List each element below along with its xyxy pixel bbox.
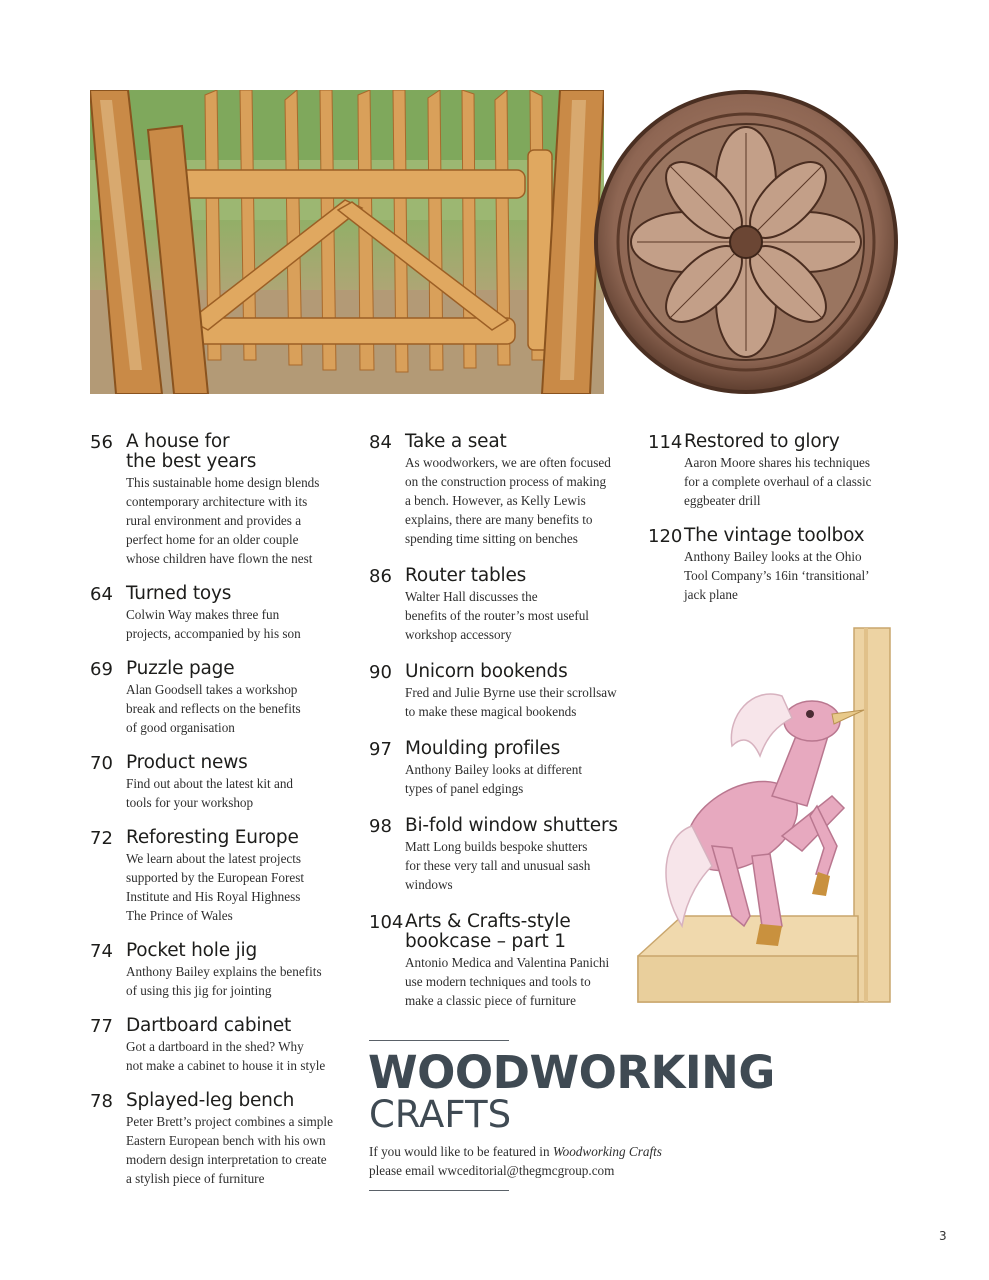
article-description: Find out about the latest kit and tools for your workshop bbox=[126, 776, 294, 810]
unicorn-bookend-photo bbox=[632, 626, 896, 1006]
article-description: Matt Long builds bespoke shutters for these very tall and unusual sash windows bbox=[405, 839, 591, 892]
page-number-ref: 84 bbox=[369, 432, 392, 453]
contents-entry[interactable] bbox=[90, 432, 350, 568]
article-description: Fred and Julie Byrne use their scrollsaw to make these magical bookends bbox=[405, 685, 617, 719]
masthead-subtitle: CRAFTS bbox=[369, 1093, 512, 1136]
masthead-rule-bottom bbox=[369, 1190, 509, 1191]
contents-entry[interactable] bbox=[90, 1091, 350, 1188]
contents-column-3 bbox=[648, 432, 898, 620]
contents-column-2 bbox=[369, 432, 631, 1028]
article-description: Aaron Moore shares his techniques for a complete overhaul of a classic eggbeater drill bbox=[684, 455, 872, 508]
contact-email[interactable]: please email wwceditorial@thegmcgroup.com bbox=[369, 1163, 615, 1178]
page-number-ref: 74 bbox=[90, 941, 113, 962]
article-title: Router tables bbox=[405, 565, 527, 586]
contents-entry[interactable] bbox=[369, 912, 631, 1010]
masthead-title: WOODWORKING bbox=[368, 1046, 775, 1099]
page-number-ref: 98 bbox=[369, 816, 392, 837]
contents-entry[interactable] bbox=[90, 941, 350, 1000]
page-number-ref: 78 bbox=[90, 1091, 113, 1112]
article-title: Puzzle page bbox=[126, 658, 235, 679]
page-number-ref: 77 bbox=[90, 1016, 113, 1037]
article-title: Unicorn bookends bbox=[405, 661, 568, 682]
article-title: Turned toys bbox=[126, 583, 232, 604]
page-number-ref: 70 bbox=[90, 753, 113, 774]
article-description: This sustainable home design blends contemporary architecture with its rural environment and provides a perfect home for an older couple whose children have flown the nest bbox=[126, 475, 320, 566]
contents-entry[interactable] bbox=[648, 526, 898, 604]
contents-entry[interactable] bbox=[90, 828, 350, 925]
article-title: A house for the best years bbox=[126, 431, 257, 472]
contents-entry[interactable] bbox=[648, 432, 898, 510]
page-number-ref: 114 bbox=[648, 432, 683, 453]
article-title: Arts & Crafts-style bookcase – part 1 bbox=[405, 911, 571, 952]
contents-entry[interactable] bbox=[90, 1016, 350, 1075]
article-description: Anthony Bailey explains the benefits of using this jig for jointing bbox=[126, 964, 322, 998]
article-title: Moulding profiles bbox=[405, 738, 561, 759]
article-title: Splayed-leg bench bbox=[126, 1090, 295, 1111]
article-title: Bi-fold window shutters bbox=[405, 815, 618, 836]
article-description: Alan Goodsell takes a workshop break and reflects on the benefits of good organisation bbox=[126, 682, 301, 735]
page-number-ref: 97 bbox=[369, 739, 392, 760]
article-title: Product news bbox=[126, 752, 248, 773]
article-description: Antonio Medica and Valentina Panichi use modern techniques and tools to make a classic piece of furniture bbox=[405, 955, 610, 1008]
carved-plate-photo bbox=[592, 88, 900, 396]
article-title: The vintage toolbox bbox=[684, 525, 865, 546]
page-number-ref: 69 bbox=[90, 659, 113, 680]
page-number: 3 bbox=[939, 1229, 947, 1243]
contents-entry[interactable] bbox=[90, 584, 350, 643]
article-description: Colwin Way makes three fun projects, accompanied by his son bbox=[126, 607, 301, 641]
contents-entry[interactable] bbox=[90, 753, 350, 812]
article-description: Got a dartboard in the shed? Why not make a cabinet to house it in style bbox=[126, 1039, 326, 1073]
contents-entry[interactable] bbox=[369, 739, 631, 798]
contents-entry[interactable] bbox=[369, 816, 631, 894]
page-number-ref: 64 bbox=[90, 584, 113, 605]
contents-entry[interactable] bbox=[90, 659, 350, 737]
contents-entry[interactable] bbox=[369, 432, 631, 548]
page-number-ref: 120 bbox=[648, 526, 683, 547]
page-number-ref: 86 bbox=[369, 566, 392, 587]
article-description: Peter Brett’s project combines a simple Eastern European bench with his own modern design interpretation to create a stylish piece of furniture bbox=[126, 1114, 333, 1186]
gate-photo bbox=[90, 90, 604, 394]
article-description: We learn about the latest projects supported by the European Forest Institute and His Royal Highness The Prince of Wales bbox=[126, 851, 304, 923]
page-number-ref: 56 bbox=[90, 432, 113, 453]
article-description: Anthony Bailey looks at the Ohio Tool Company’s 16in ‘transitional’ jack plane bbox=[684, 549, 870, 602]
page-number-ref: 104 bbox=[369, 912, 404, 933]
contents-column-1 bbox=[90, 432, 350, 1204]
article-title: Dartboard cabinet bbox=[126, 1015, 292, 1036]
contents-entry[interactable] bbox=[369, 662, 631, 721]
article-description: As woodworkers, we are often focused on the construction process of making a bench. However, as Kelly Lewis explains, there are many benefits to spending time sitting on benches bbox=[405, 455, 611, 546]
contact-note: If you would like to be featured in Woodworking Crafts please email wwceditorial@thegmcgroup.com bbox=[369, 1144, 662, 1178]
masthead-rule-top bbox=[369, 1040, 509, 1041]
article-title: Reforesting Europe bbox=[126, 827, 299, 848]
contents-entry[interactable] bbox=[369, 566, 631, 644]
article-title: Take a seat bbox=[405, 431, 507, 452]
page-number-ref: 90 bbox=[369, 662, 392, 683]
magazine-title: Woodworking Crafts bbox=[552, 1144, 662, 1159]
article-title: Restored to glory bbox=[684, 431, 840, 452]
page-number-ref: 72 bbox=[90, 828, 113, 849]
article-title: Pocket hole jig bbox=[126, 940, 258, 961]
article-description: Walter Hall discusses the benefits of the router’s most useful workshop accessory bbox=[405, 589, 589, 642]
article-description: Anthony Bailey looks at different types of panel edgings bbox=[405, 762, 583, 796]
